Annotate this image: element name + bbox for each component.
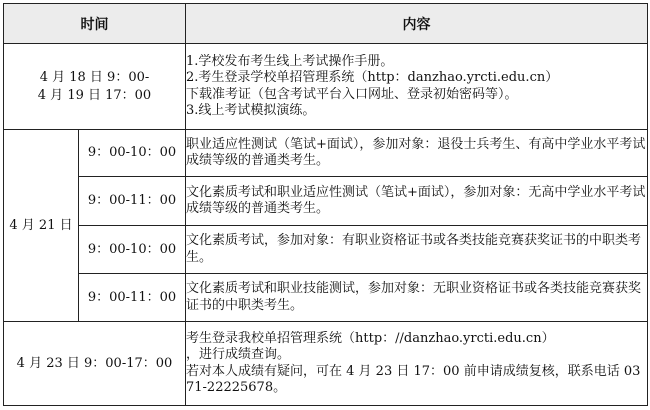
row1-line1: 1.学校发布考生线上考试操作手册。 [186,53,394,69]
table-row [4,226,648,274]
session3-content [186,226,648,274]
row1-content [186,44,648,130]
row1-date [4,44,186,130]
session3-time: 9：00-10：00 [79,226,186,274]
header-content: 内容 [186,4,648,44]
session3-text: 文化素质考试，参加对象：有职业资格证书或各类技能竞赛获奖证书的中职类考生。 [186,233,642,265]
table-row [4,44,648,130]
row3-date: 4 月 23 日 9：00-17：00 [4,322,186,406]
header-row [4,4,648,44]
row1-line3: 下载准考证（包含考试平台入口网址、登录初始密码等）。 [186,86,518,102]
row1-date-line1: 4 月 18 日 9：00- [39,69,150,85]
session2-text: 文化素质考试和职业适应性测试（笔试+面试），参加对象：无高中学业水平考试成绩等级的普通类考生。 [186,184,646,216]
row3-line1: 考生登录我校单招管理系统（http：//danzhao.yrcti.edu.cn） [186,330,555,346]
table-row [4,322,648,406]
session2-time: 9：00-11：00 [79,177,186,226]
row1-date-line2: 4 月 19 日 17：00 [37,87,152,103]
row1-line4: 3.线上考试模拟演练。 [186,103,316,118]
row3-line2: ，进行成绩查询。 [186,347,291,362]
session4-text: 文化素质考试和职业技能测试，参加对象：无职业资格证书或各类技能竞赛获奖证书的中职类考生。 [186,281,642,313]
session2-content [186,177,648,226]
session1-time: 9：00-10：00 [79,130,186,177]
header-time: 时间 [4,4,186,44]
table-row [4,274,648,322]
session1-text: 职业适应性测试（笔试+面试），参加对象：退役士兵考生、有高中学业水平考试成绩等级的普通类考生。 [186,136,646,168]
table-row [4,130,648,177]
exam-schedule-table [3,3,648,406]
row1-line2: 2.考生登录学校单招管理系统（http：danzhao.yrcti.edu.cn） [186,70,559,85]
row3-content [186,322,648,406]
row2-date: 4 月 21 日 [4,130,79,322]
session4-time: 9：00-11：00 [79,274,186,322]
table-row [4,177,648,226]
session4-content [186,274,648,322]
session1-content [186,130,648,177]
row3-line3: 若对本人成绩有疑问，可在 4 月 23 日 17：00 前申请成绩复核，联系电话 0371-22225678。 [186,363,641,395]
